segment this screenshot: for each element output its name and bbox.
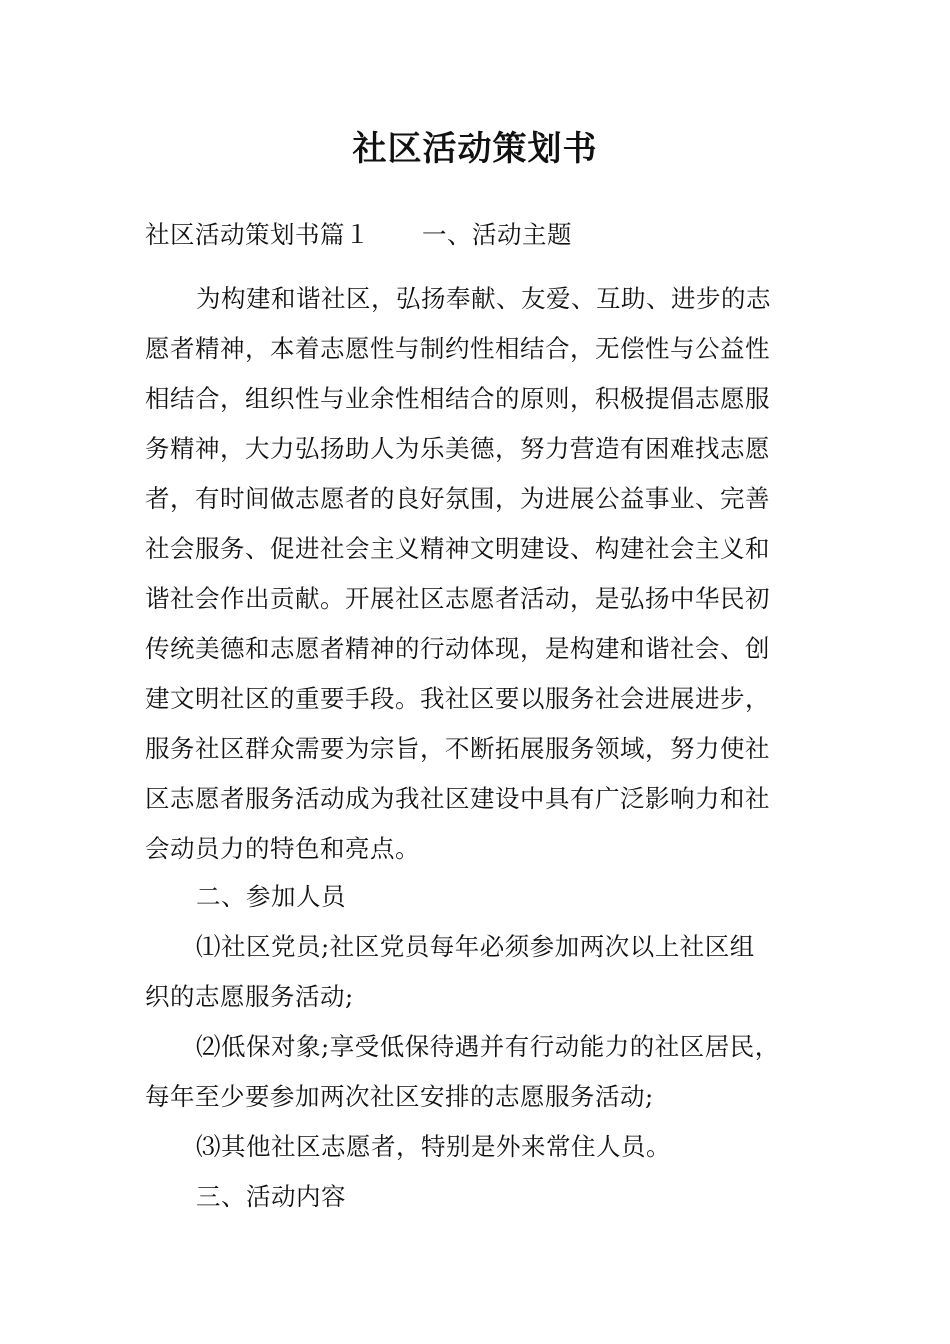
- paragraph-line: 者，有时间做志愿者的良好氛围，为进展公益事业、完善: [145, 484, 770, 513]
- paragraph-line: 务精神，大力弘扬助人为乐美德，努力营造有困难找志愿: [145, 434, 770, 463]
- list-item-line: ⑴社区党员;社区党员每年必须参加两次以上社区组: [196, 932, 755, 961]
- section-header-line: [145, 218, 572, 252]
- paragraph-line: 会动员力的特色和亮点。: [145, 834, 420, 863]
- paragraph-line: 为构建和谐社区，弘扬奉献、友爱、互助、进步的志: [196, 284, 771, 313]
- list-item-line: 织的志愿服务活动;: [145, 982, 354, 1011]
- list-item-line: 每年至少要参加两次社区安排的志愿服务活动;: [145, 1082, 654, 1111]
- list-item-line: ⑶其他社区志愿者，特别是外来常住人员。: [196, 1132, 671, 1161]
- paragraph-line: 建文明社区的重要手段。我社区要以服务社会进展进步，: [145, 684, 770, 713]
- paragraph-line: 谐社会作出贡献。开展社区志愿者活动，是弘扬中华民初: [145, 584, 770, 613]
- document-title: 社区活动策划书: [352, 129, 598, 169]
- paragraph-line: 传统美德和志愿者精神的行动体现，是构建和谐社会、创: [145, 634, 770, 663]
- section-heading-theme: 一、活动主题: [422, 220, 572, 249]
- paragraph-line: 社会服务、促进社会主义精神文明建设、构建社会主义和: [145, 534, 770, 563]
- article-label: 社区活动策划书篇１: [145, 220, 370, 249]
- paragraph-line: 愿者精神，本着志愿性与制约性相结合，无偿性与公益性: [145, 334, 770, 363]
- section-heading-content: 三、活动内容: [196, 1182, 346, 1211]
- paragraph-line: 区志愿者服务活动成为我社区建设中具有广泛影响力和社: [145, 784, 770, 813]
- paragraph-line: 服务社区群众需要为宗旨，不断拓展服务领域，努力使社: [145, 734, 770, 763]
- section-heading-participants: 二、参加人员: [196, 882, 346, 911]
- paragraph-line: 相结合，组织性与业余性相结合的原则，积极提倡志愿服: [145, 384, 770, 413]
- list-item-line: ⑵低保对象;享受低保待遇并有行动能力的社区居民，: [196, 1032, 780, 1061]
